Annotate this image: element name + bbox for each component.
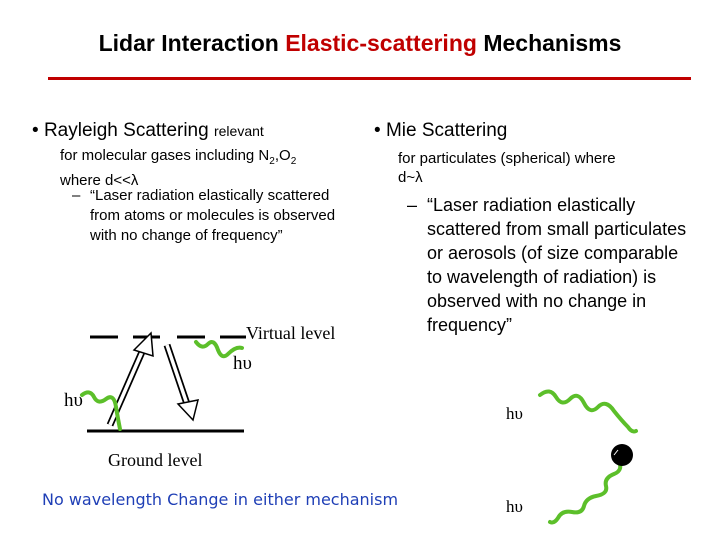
mie-heading: Mie Scattering <box>385 120 508 141</box>
bullet-marker: • <box>374 120 381 141</box>
photon-label-scattered: hυ <box>233 353 252 374</box>
rayleigh-quote-text: “Laser radiation elastically scattered from atoms or molecules is observed with no change of frequency” <box>90 187 336 244</box>
footer-note: No wavelength Change in either mechanism <box>42 490 399 509</box>
mie-dash: – <box>407 195 418 215</box>
title-part-1: Lidar Interaction <box>98 30 286 56</box>
ground-level-label: Ground level <box>108 450 203 470</box>
title-highlight: Elastic-scattering <box>285 30 477 56</box>
bullet-marker: • <box>32 120 39 141</box>
rayleigh-dash: – <box>72 187 81 204</box>
photon-label-mie-scattered: hυ <box>506 497 523 516</box>
rayleigh-condition-text: for molecular gases including N <box>60 147 270 164</box>
mie-condition-line1: for particulates (spherical) where <box>398 150 616 167</box>
down-arrow-head <box>178 400 198 420</box>
photon-label-mie-incident: hυ <box>506 404 523 423</box>
rayleigh-condition-mid: ,O <box>274 147 291 164</box>
rayleigh-relevant: relevant <box>213 123 264 139</box>
n2-subscript: 2 <box>269 156 275 167</box>
mie-incident-wave <box>540 391 636 431</box>
virtual-level-label: Virtual level <box>246 323 336 343</box>
title-part-3: Mechanisms <box>476 30 622 56</box>
rayleigh-heading: Rayleigh Scattering <box>43 120 209 141</box>
mie-condition-line2: d~λ <box>398 169 423 186</box>
photon-label-incident: hυ <box>64 390 83 411</box>
excitation-arrows <box>110 333 198 425</box>
rayleigh-condition-line2: where d<<λ <box>60 172 139 189</box>
mie-scattered-wave <box>550 460 620 523</box>
mie-quote-text: “Laser radiation elastically scattered from small particulates or aerosols (of size comparable to wavelength of radiation) is observed with no change in frequency” <box>427 195 687 335</box>
o2-subscript: 2 <box>290 156 297 167</box>
